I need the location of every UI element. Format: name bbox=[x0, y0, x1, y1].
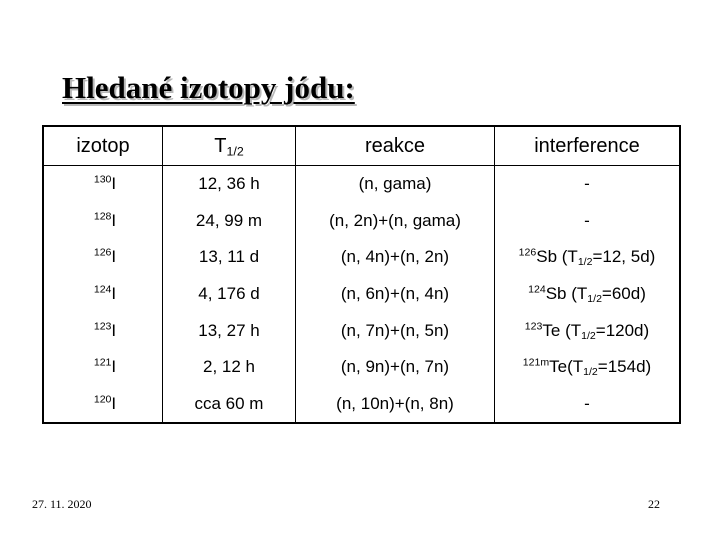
cell-halflife: 13, 11 d bbox=[163, 239, 296, 276]
interference-halflife-subscript: 1/2 bbox=[587, 293, 602, 306]
cell-halflife: 2, 12 h bbox=[163, 349, 296, 386]
cell-isotope bbox=[43, 312, 163, 349]
isotope-element: I bbox=[111, 320, 117, 340]
isotope-mass-number: 128 bbox=[93, 210, 112, 223]
isotope-element: I bbox=[111, 393, 117, 413]
cell-isotope bbox=[43, 166, 163, 203]
isotope-element: I bbox=[111, 357, 117, 377]
isotope-mass-number: 123 bbox=[93, 320, 112, 333]
interference-halflife-subscript: 1/2 bbox=[581, 329, 596, 342]
cell-interference bbox=[495, 276, 681, 313]
interference-halflife-subscript: 1/2 bbox=[583, 366, 598, 379]
cell-halflife: 4, 176 d bbox=[163, 276, 296, 313]
interference-element: Te bbox=[542, 320, 561, 340]
cell-interference bbox=[495, 203, 681, 240]
interference-halflife-value: =120d) bbox=[595, 320, 650, 340]
table-row bbox=[43, 239, 680, 276]
interference-halflife-value: =60d) bbox=[601, 284, 646, 304]
interference-mass-number: 121m bbox=[522, 356, 550, 369]
table-row bbox=[43, 276, 680, 313]
interference-element: Sb bbox=[545, 284, 567, 304]
isotope-element: I bbox=[111, 174, 117, 194]
cell-halflife: 24, 99 m bbox=[163, 203, 296, 240]
cell-isotope bbox=[43, 239, 163, 276]
header-halflife bbox=[163, 126, 296, 166]
cell-interference bbox=[495, 349, 681, 386]
cell-isotope bbox=[43, 349, 163, 386]
interference-element: - bbox=[584, 174, 590, 194]
interference-mass-number: 126 bbox=[518, 247, 537, 260]
interference-halflife-symbol: (T bbox=[566, 284, 588, 304]
cell-isotope bbox=[43, 203, 163, 240]
cell-isotope bbox=[43, 386, 163, 424]
cell-isotope bbox=[43, 276, 163, 313]
cell-reaction: (n, 7n)+(n, 5n) bbox=[296, 312, 495, 349]
isotope-mass-number: 124 bbox=[93, 283, 112, 296]
header-halflife-subscript: 1/2 bbox=[226, 144, 244, 159]
cell-reaction: (n, 6n)+(n, 4n) bbox=[296, 276, 495, 313]
table-row bbox=[43, 349, 680, 386]
slide-title: Hledané izotopy jódu: bbox=[62, 70, 355, 105]
table-row bbox=[43, 166, 680, 203]
interference-halflife-symbol: (T bbox=[557, 247, 578, 267]
header-interference: interference bbox=[495, 126, 681, 166]
cell-reaction: (n, 2n)+(n, gama) bbox=[296, 203, 495, 240]
cell-interference bbox=[495, 166, 681, 203]
interference-halflife-symbol: (T bbox=[560, 320, 582, 340]
cell-interference bbox=[495, 312, 681, 349]
interference-halflife-symbol: (T bbox=[567, 357, 584, 377]
isotope-table bbox=[42, 125, 681, 424]
isotope-mass-number: 130 bbox=[93, 173, 112, 186]
cell-reaction: (n, 4n)+(n, 2n) bbox=[296, 239, 495, 276]
header-izotop: izotop bbox=[43, 126, 163, 166]
isotope-element: I bbox=[111, 247, 117, 267]
interference-element: Te bbox=[549, 357, 568, 377]
header-halflife-symbol: T bbox=[214, 134, 227, 157]
interference-element: - bbox=[584, 393, 590, 413]
isotope-mass-number: 121 bbox=[93, 356, 112, 369]
table-header-row bbox=[43, 126, 680, 166]
interference-halflife-value: =12, 5d) bbox=[592, 247, 656, 267]
interference-halflife-value: =154d) bbox=[597, 357, 652, 377]
cell-halflife: cca 60 m bbox=[163, 386, 296, 424]
cell-interference bbox=[495, 239, 681, 276]
interference-mass-number: 123 bbox=[524, 320, 543, 333]
header-reaction: reakce bbox=[296, 126, 495, 166]
cell-interference bbox=[495, 386, 681, 424]
cell-reaction: (n, 10n)+(n, 8n) bbox=[296, 386, 495, 424]
table-row bbox=[43, 203, 680, 240]
interference-element: Sb bbox=[536, 247, 558, 267]
page-number: 22 bbox=[648, 497, 660, 511]
isotope-mass-number: 126 bbox=[93, 247, 112, 260]
table-row bbox=[43, 312, 680, 349]
isotope-element: I bbox=[111, 210, 117, 230]
interference-halflife-subscript: 1/2 bbox=[577, 256, 593, 269]
cell-reaction: (n, 9n)+(n, 7n) bbox=[296, 349, 495, 386]
cell-halflife: 13, 27 h bbox=[163, 312, 296, 349]
cell-halflife: 12, 36 h bbox=[163, 166, 296, 203]
isotope-element: I bbox=[111, 284, 117, 304]
interference-element: - bbox=[584, 210, 590, 230]
interference-mass-number: 124 bbox=[528, 283, 546, 296]
footer-date: 27. 11. 2020 bbox=[32, 497, 92, 511]
cell-reaction: (n, gama) bbox=[296, 166, 495, 203]
isotope-mass-number: 120 bbox=[93, 393, 112, 406]
table-row bbox=[43, 386, 680, 424]
